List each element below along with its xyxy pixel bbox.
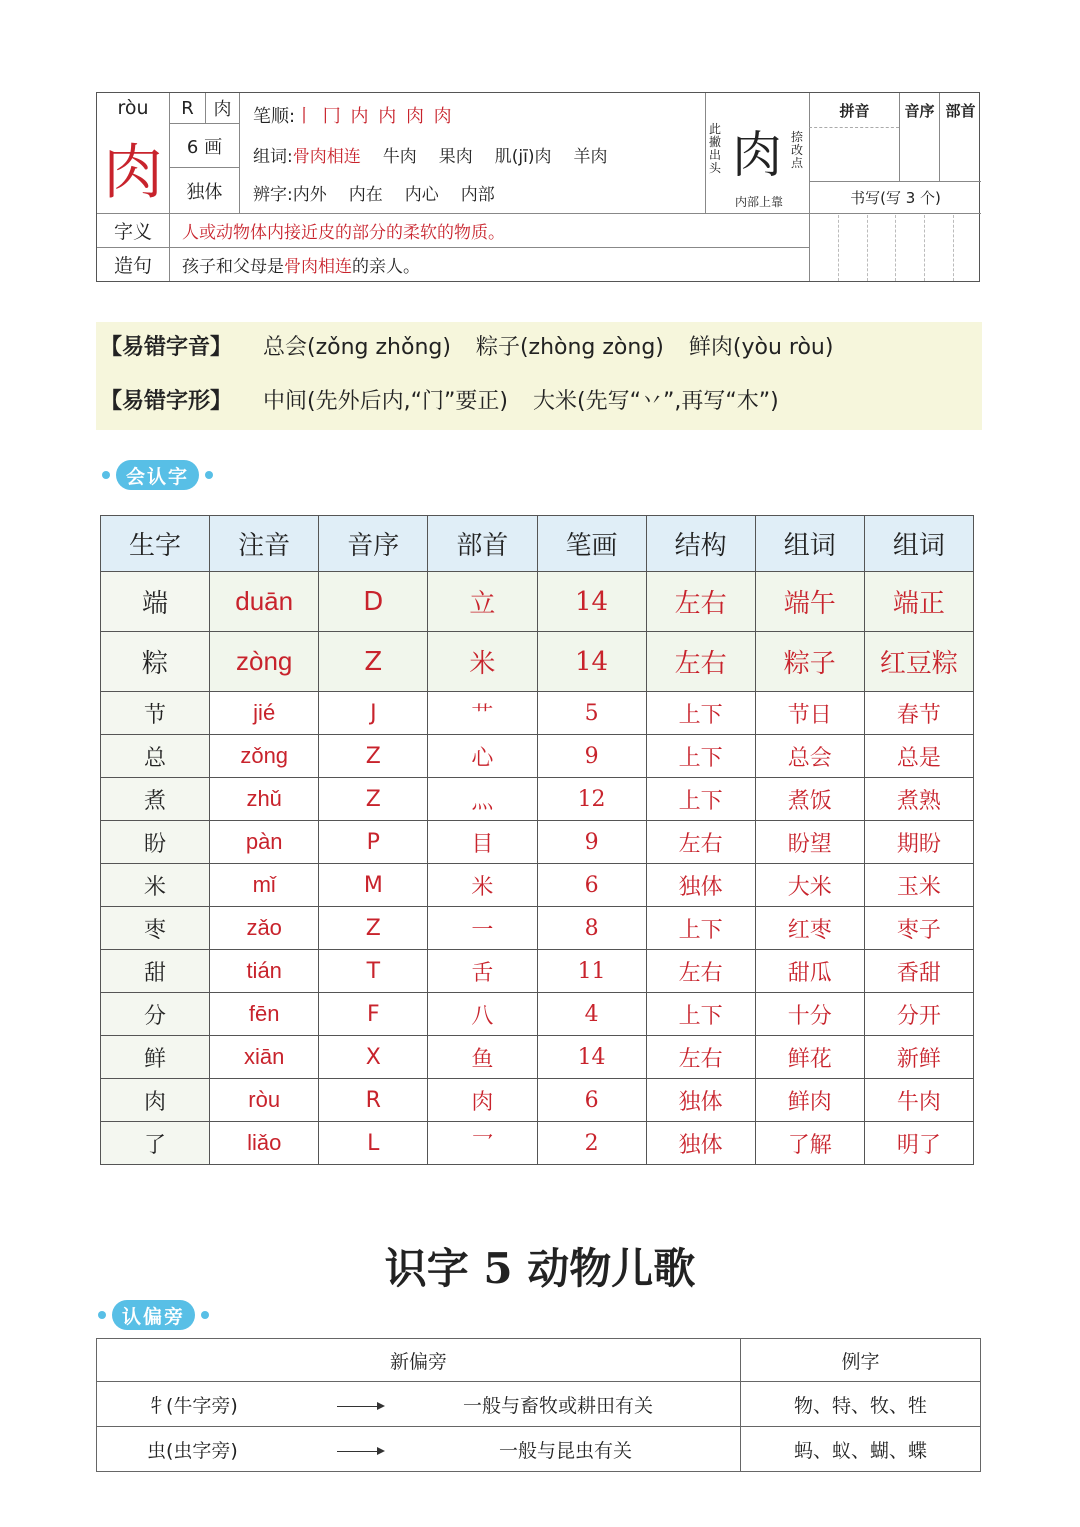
cell-word-2: 明了 xyxy=(864,1122,973,1165)
cell-strokes: 9 xyxy=(537,735,646,778)
distinguish-item: 内外 xyxy=(292,184,327,205)
cell-word-2: 煮熟 xyxy=(864,778,973,821)
error-shapes-row xyxy=(100,384,797,415)
header-cell: 组词 xyxy=(755,516,864,572)
radical-meaning: 一般与畜牧或耕田有关 xyxy=(463,1394,654,1417)
radicals-header-row xyxy=(97,1339,981,1382)
radical-meaning: 一般与昆虫有关 xyxy=(499,1439,633,1462)
table-row xyxy=(101,950,974,993)
cell-char: 总 xyxy=(101,735,210,778)
cell-strokes: 6 xyxy=(537,864,646,907)
sentence-highlight: 骨肉相连 xyxy=(284,257,352,277)
cell-word-1: 粽子 xyxy=(755,632,864,692)
cell-radical: 八 xyxy=(428,993,537,1036)
distinguish-row xyxy=(253,175,495,209)
cell-char: 肉 xyxy=(101,1079,210,1122)
cell-strokes: 9 xyxy=(537,821,646,864)
cell-structure: 左右 xyxy=(646,950,755,993)
table-row xyxy=(101,778,974,821)
cell-initial: Z xyxy=(319,778,428,821)
cell-strokes: 11 xyxy=(537,950,646,993)
header-cell: 音序 xyxy=(319,516,428,572)
cell-structure: 上下 xyxy=(646,692,755,735)
cell-strokes: 2 xyxy=(537,1122,646,1165)
header-cell: 笔画 xyxy=(537,516,646,572)
cell-word-1: 鲜花 xyxy=(755,1036,864,1079)
cell-structure: 独体 xyxy=(646,1122,755,1165)
header-cell: 组词 xyxy=(864,516,973,572)
cell-strokes: 6 xyxy=(537,1079,646,1122)
cell-pinyin: zǒng xyxy=(210,735,319,778)
cell-radical: 艹 xyxy=(428,692,537,735)
cell-structure: 左右 xyxy=(646,572,755,632)
cell-word-1: 盼望 xyxy=(755,821,864,864)
table-row xyxy=(101,692,974,735)
cell-word-1: 十分 xyxy=(755,993,864,1036)
cell-strokes: 8 xyxy=(537,907,646,950)
cell-word-2: 红豆粽 xyxy=(864,632,973,692)
stroke-order-label: 笔顺: xyxy=(253,106,296,127)
cell-radical: 立 xyxy=(428,572,537,632)
section-badge-radicals: 认偏旁 xyxy=(112,1300,195,1330)
cell-strokes: 4 xyxy=(537,993,646,1036)
character-card xyxy=(96,92,980,282)
cell-radical: 灬 xyxy=(428,778,537,821)
cell-initial: R xyxy=(319,1079,428,1122)
cell-pinyin: xiān xyxy=(210,1036,319,1079)
cell-word-1: 端午 xyxy=(755,572,864,632)
meaning-text: 人或动物体内接近皮的部分的柔软的物质。 xyxy=(169,213,809,247)
cell-initial: Z xyxy=(319,632,428,692)
cell-word-2: 端正 xyxy=(864,572,973,632)
lesson-title: 识字 5 动物儿歌 xyxy=(384,1244,696,1293)
arrow-icon xyxy=(337,1406,383,1407)
cell-word-1: 鲜肉 xyxy=(755,1079,864,1122)
distinguish-label: 辨字: xyxy=(253,184,293,205)
cell-char: 粽 xyxy=(101,632,210,692)
cell-structure: 上下 xyxy=(646,778,755,821)
meaning-label: 字义 xyxy=(97,213,169,247)
table-row xyxy=(101,735,974,778)
cell-radical: 米 xyxy=(428,864,537,907)
word-item: 羊肉 xyxy=(573,146,608,167)
error-sound-item: 粽子(zhòng zòng) xyxy=(475,335,664,360)
cell-char: 米 xyxy=(101,864,210,907)
cell-pinyin: zhǔ xyxy=(210,778,319,821)
cell-strokes: 14 xyxy=(537,1036,646,1079)
cell-word-1: 了解 xyxy=(755,1122,864,1165)
cell-pinyin: tián xyxy=(210,950,319,993)
tip-left: 此撇出头 xyxy=(709,122,722,175)
cell-word-2: 牛肉 xyxy=(864,1079,973,1122)
grid-line xyxy=(867,215,868,281)
cell-radical: 鱼 xyxy=(428,1036,537,1079)
cell-word-1: 甜瓜 xyxy=(755,950,864,993)
cell-strokes: 12 xyxy=(537,778,646,821)
card-big-char: 肉 xyxy=(103,138,163,208)
cell-word-2: 香甜 xyxy=(864,950,973,993)
cell-radical: 舌 xyxy=(428,950,537,993)
cell-structure: 左右 xyxy=(646,1036,755,1079)
error-sound-item: 总会(zǒng zhǒng) xyxy=(263,335,451,360)
cell-radical: 一 xyxy=(428,907,537,950)
header-pinyin: 拼音 xyxy=(809,93,899,127)
cell-structure: 左右 xyxy=(646,632,755,692)
sentence-text xyxy=(169,247,809,281)
table-row xyxy=(101,1036,974,1079)
sentence-label: 造句 xyxy=(97,247,169,281)
cell-initial: L xyxy=(319,1122,428,1165)
cell-pinyin: mǐ xyxy=(210,864,319,907)
cell-initial: D xyxy=(319,572,428,632)
grid-line xyxy=(953,215,954,281)
cell-char: 节 xyxy=(101,692,210,735)
table-row xyxy=(101,864,974,907)
stroke-order: 丨 冂 内 内 肉 肉 xyxy=(295,106,454,127)
cell-pinyin: zòng xyxy=(210,632,319,692)
cell-char: 枣 xyxy=(101,907,210,950)
cell-initial: J xyxy=(319,692,428,735)
radical-examples: 蚂、蚁、蝴、蝶 xyxy=(741,1427,981,1472)
card-structure: 独体 xyxy=(169,167,239,213)
cell-word-1: 总会 xyxy=(755,735,864,778)
cell-strokes: 5 xyxy=(537,692,646,735)
grid-line xyxy=(895,215,896,281)
header-new-radical: 新偏旁 xyxy=(97,1339,741,1382)
radical-write-box xyxy=(939,127,981,181)
cell-radical: 心 xyxy=(428,735,537,778)
header-cell: 生字 xyxy=(101,516,210,572)
cell-word-2: 春节 xyxy=(864,692,973,735)
word-item: 牛肉 xyxy=(382,146,417,167)
table-row xyxy=(97,1382,981,1427)
card-char-box xyxy=(97,123,169,213)
character-table xyxy=(100,515,974,1165)
words-row xyxy=(253,137,607,171)
word-item: 果肉 xyxy=(438,146,473,167)
table-row xyxy=(97,1427,981,1472)
arrow-icon xyxy=(337,1451,383,1452)
error-sound-item: 鲜肉(yòu ròu) xyxy=(688,335,834,360)
table-row xyxy=(101,821,974,864)
header-order: 音序 xyxy=(899,93,939,127)
cell-char: 鲜 xyxy=(101,1036,210,1079)
section-badge-recognize: 会认字 xyxy=(116,460,199,490)
error-shape-item: 中间(先外后内,“门”要正) xyxy=(263,389,508,414)
tip-char: 肉 xyxy=(732,126,782,184)
cell-pinyin: duān xyxy=(210,572,319,632)
cell-initial: M xyxy=(319,864,428,907)
cell-initial: F xyxy=(319,993,428,1036)
cell-char: 分 xyxy=(101,993,210,1036)
tip-bottom: 内部上靠 xyxy=(734,195,783,209)
cell-word-2: 玉米 xyxy=(864,864,973,907)
error-sounds-row xyxy=(100,330,851,361)
radical-name: 牜(牛字旁) xyxy=(147,1394,238,1417)
table-row xyxy=(101,572,974,632)
cell-initial: T xyxy=(319,950,428,993)
distinguish-item: 内心 xyxy=(404,184,439,205)
cell-char: 煮 xyxy=(101,778,210,821)
cell-word-1: 节日 xyxy=(755,692,864,735)
cell-initial: Z xyxy=(319,735,428,778)
cell-word-2: 总是 xyxy=(864,735,973,778)
cell-word-1: 红枣 xyxy=(755,907,864,950)
words-label: 组词: xyxy=(253,146,293,167)
table-row xyxy=(101,1079,974,1122)
table-row xyxy=(101,993,974,1036)
cell-pinyin: fēn xyxy=(210,993,319,1036)
cell-pinyin: jié xyxy=(210,692,319,735)
cell-char: 了 xyxy=(101,1122,210,1165)
cell-word-2: 枣子 xyxy=(864,907,973,950)
cell-initial: Z xyxy=(319,907,428,950)
words-main: 骨肉相连 xyxy=(292,146,361,167)
card-radical: 肉 xyxy=(205,93,239,123)
table-row xyxy=(101,1122,974,1165)
header-radical: 部首 xyxy=(939,93,981,127)
cell-char: 盼 xyxy=(101,821,210,864)
grid-line xyxy=(924,215,925,281)
card-pinyin: ròu xyxy=(117,97,149,119)
radical-desc xyxy=(97,1427,741,1472)
header-examples: 例字 xyxy=(741,1339,981,1382)
cell-word-1: 大米 xyxy=(755,864,864,907)
table-row xyxy=(101,907,974,950)
word-item: 肌(jī)肉 xyxy=(494,146,552,167)
radical-examples: 物、特、牧、牲 xyxy=(741,1382,981,1427)
error-sounds-label: 【易错字音】 xyxy=(100,335,233,360)
cell-structure: 上下 xyxy=(646,993,755,1036)
cell-radical: 目 xyxy=(428,821,537,864)
cell-radical: 米 xyxy=(428,632,537,692)
cell-strokes: 14 xyxy=(537,572,646,632)
cell-structure: 独体 xyxy=(646,1079,755,1122)
cell-word-1: 煮饭 xyxy=(755,778,864,821)
cell-char: 端 xyxy=(101,572,210,632)
cell-structure: 独体 xyxy=(646,864,755,907)
card-initial: R xyxy=(169,93,205,123)
table-row xyxy=(101,632,974,692)
cell-structure: 上下 xyxy=(646,907,755,950)
stroke-order-row xyxy=(253,97,454,133)
cell-pinyin: pàn xyxy=(210,821,319,864)
error-prone-band xyxy=(96,322,982,430)
cell-radical: 乛 xyxy=(428,1122,537,1165)
error-shape-item: 大米(先写“丷”,再写“木”) xyxy=(532,389,779,414)
table-header-row xyxy=(101,516,974,572)
cell-initial: P xyxy=(319,821,428,864)
radicals-table xyxy=(96,1338,981,1472)
sentence-post: 的亲人。 xyxy=(352,257,420,277)
radical-desc xyxy=(97,1382,741,1427)
cell-radical: 肉 xyxy=(428,1079,537,1122)
cell-word-2: 期盼 xyxy=(864,821,973,864)
error-shapes-label: 【易错字形】 xyxy=(100,389,233,414)
header-cell: 结构 xyxy=(646,516,755,572)
header-cell: 注音 xyxy=(210,516,319,572)
distinguish-item: 内部 xyxy=(460,184,495,205)
sentence-pre: 孩子和父母是 xyxy=(182,257,284,277)
cell-pinyin: liǎo xyxy=(210,1122,319,1165)
cell-word-2: 分开 xyxy=(864,993,973,1036)
cell-structure: 左右 xyxy=(646,821,755,864)
header-cell: 部首 xyxy=(428,516,537,572)
radical-name: 虫(虫字旁) xyxy=(147,1439,238,1462)
cell-initial: X xyxy=(319,1036,428,1079)
cell-strokes: 14 xyxy=(537,632,646,692)
order-write-box xyxy=(899,127,939,181)
tip-right: 捺改点 xyxy=(791,130,804,170)
grid-line xyxy=(838,215,839,281)
card-strokes: 6 画 xyxy=(169,123,239,167)
cell-pinyin: ròu xyxy=(210,1079,319,1122)
cell-structure: 上下 xyxy=(646,735,755,778)
cell-char: 甜 xyxy=(101,950,210,993)
distinguish-item: 内在 xyxy=(348,184,383,205)
cell-word-2: 新鲜 xyxy=(864,1036,973,1079)
cell-pinyin: zǎo xyxy=(210,907,319,950)
write-label: 书写(写 3 个) xyxy=(809,181,981,213)
pinyin-write-box xyxy=(809,127,899,181)
